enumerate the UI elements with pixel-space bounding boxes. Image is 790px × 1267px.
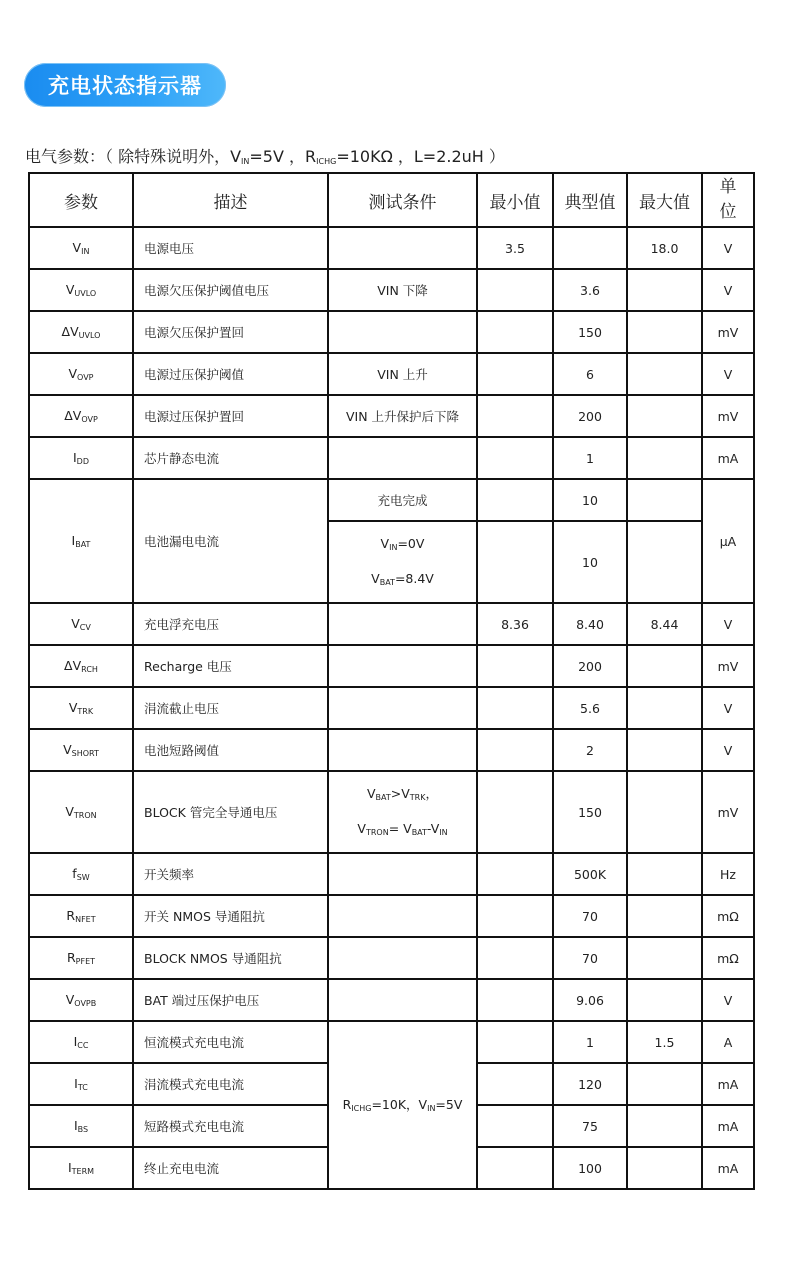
- condition-subscript: TRON: [365, 828, 389, 837]
- condition-cell: [328, 521, 477, 603]
- desc-cell: 充电浮充电压: [133, 603, 328, 645]
- param-cell: [29, 479, 133, 603]
- param-symbol: V: [70, 324, 79, 339]
- header-desc: 描述: [133, 173, 328, 227]
- param-symbol: R: [66, 950, 76, 965]
- param-symbol: V: [71, 616, 80, 631]
- param-symbol: V: [65, 992, 75, 1007]
- unit-cell: mV: [702, 771, 754, 853]
- param-subscript: UVLO: [78, 331, 101, 340]
- param-cell: [29, 687, 133, 729]
- desc-cell: 涓流模式充电电流: [133, 1063, 328, 1105]
- param-prefix: Δ: [61, 324, 71, 339]
- param-subscript: PFET: [75, 957, 96, 966]
- param-symbol: I: [73, 1034, 78, 1049]
- condition-text: >V: [390, 786, 410, 802]
- param-symbol: I: [73, 1118, 78, 1133]
- param-symbol: V: [72, 408, 82, 423]
- param-cell: [29, 645, 133, 687]
- condition-line: [329, 571, 476, 588]
- desc-cell: 芯片静态电流: [133, 437, 328, 479]
- param-symbol: V: [65, 282, 75, 297]
- unit-cell: mA: [702, 1147, 754, 1189]
- typ-cell: 2: [553, 729, 627, 771]
- condition-cell: [328, 687, 477, 729]
- typ-cell: 3.6: [553, 269, 627, 311]
- typ-cell: 200: [553, 395, 627, 437]
- max-cell: [627, 1063, 702, 1105]
- table-row: [29, 979, 754, 1021]
- table-row: [29, 227, 754, 269]
- condition-cell: [328, 937, 477, 979]
- min-cell: [477, 479, 553, 521]
- param-symbol: V: [68, 366, 78, 381]
- typ-cell: 100: [553, 1147, 627, 1189]
- table-row: [29, 895, 754, 937]
- unit-cell: V: [702, 603, 754, 645]
- condition-subscript: ICHG: [351, 1103, 372, 1113]
- condition-text: -V: [426, 821, 440, 836]
- desc-cell: 电池漏电电流: [133, 479, 328, 603]
- unit-cell: V: [702, 687, 754, 729]
- param-symbol: V: [68, 700, 78, 715]
- min-cell: [477, 771, 553, 853]
- max-cell: [627, 269, 702, 311]
- typ-cell: 120: [553, 1063, 627, 1105]
- desc-cell: BLOCK 管完全导通电压: [133, 771, 328, 853]
- condition-text: V: [371, 571, 380, 586]
- max-cell: [627, 979, 702, 1021]
- max-cell: [627, 645, 702, 687]
- desc-cell: 电源电压: [133, 227, 328, 269]
- desc-cell: 开关频率: [133, 853, 328, 895]
- min-cell: [477, 1063, 553, 1105]
- param-subscript: BS: [77, 1125, 89, 1134]
- typ-cell: 6: [553, 353, 627, 395]
- param-symbol: f: [72, 866, 77, 881]
- table-row: [29, 437, 754, 479]
- desc-cell: 恒流模式充电电流: [133, 1021, 328, 1063]
- max-cell: [627, 771, 702, 853]
- param-symbol: V: [72, 240, 82, 255]
- condition-subscript: IN: [427, 1103, 436, 1113]
- typ-cell: 150: [553, 311, 627, 353]
- min-cell: [477, 937, 553, 979]
- unit-cell: mA: [702, 1105, 754, 1147]
- condition-subscript: IN: [389, 543, 398, 553]
- caption-text: 电气参数：（ 除特殊说明外，V: [25, 147, 242, 166]
- max-cell: [627, 895, 702, 937]
- condition-cell: [328, 771, 477, 853]
- table-row: [29, 353, 754, 395]
- unit-cell: V: [702, 269, 754, 311]
- param-prefix: Δ: [64, 408, 73, 423]
- param-symbol: V: [65, 804, 74, 819]
- max-cell: [627, 1147, 702, 1189]
- condition-text: = V: [388, 821, 412, 836]
- param-cell: [29, 269, 133, 311]
- table-header-row: [29, 173, 754, 227]
- param-subscript: NFET: [75, 915, 96, 924]
- param-subscript: TC: [77, 1083, 88, 1092]
- typ-cell: 70: [553, 937, 627, 979]
- unit-cell: mV: [702, 311, 754, 353]
- condition-line: [329, 1097, 476, 1114]
- caption-sub: ICHG: [316, 157, 337, 166]
- condition-text: =0V: [397, 536, 425, 552]
- param-cell: [29, 311, 133, 353]
- unit-cell: mV: [702, 645, 754, 687]
- caption-text: =10KΩ ，L=2.2uH ）: [336, 147, 505, 166]
- condition-cell: [328, 1021, 477, 1189]
- condition-text: VIN 上升: [377, 366, 428, 382]
- table-row: [29, 311, 754, 353]
- condition-line: [329, 409, 476, 424]
- max-cell: [627, 437, 702, 479]
- max-cell: [627, 521, 702, 603]
- max-cell: [627, 1105, 702, 1147]
- unit-cell: V: [702, 353, 754, 395]
- param-symbol: R: [66, 908, 76, 923]
- typ-cell: 10: [553, 479, 627, 521]
- typ-cell: 1: [553, 1021, 627, 1063]
- condition-text: VIN 上升保护后下降: [345, 408, 460, 424]
- electrical-params-caption: [25, 144, 505, 167]
- typ-cell: [553, 227, 627, 269]
- param-subscript: DD: [76, 457, 89, 466]
- desc-cell: Recharge 电压: [133, 645, 328, 687]
- param-subscript: OVPB: [74, 999, 97, 1008]
- desc-cell: 电源欠压保护阈值电压: [133, 269, 328, 311]
- typ-cell: 8.40: [553, 603, 627, 645]
- min-cell: 3.5: [477, 227, 553, 269]
- electrical-params-table: [28, 172, 755, 1190]
- param-cell: [29, 1105, 133, 1147]
- condition-text: =8.4V: [394, 571, 434, 586]
- max-cell: [627, 937, 702, 979]
- param-subscript: SW: [76, 873, 90, 882]
- condition-cell: [328, 395, 477, 437]
- param-symbol: I: [74, 1076, 78, 1091]
- param-subscript: IN: [81, 247, 90, 256]
- condition-text: 充电完成: [377, 492, 428, 508]
- condition-text: =10K，V: [371, 1096, 428, 1112]
- param-subscript: BAT: [75, 540, 91, 549]
- desc-cell: 电源过压保护置回: [133, 395, 328, 437]
- param-symbol: I: [67, 1160, 72, 1175]
- table-row: [29, 729, 754, 771]
- param-subscript: CV: [79, 623, 91, 632]
- desc-cell: BAT 端过压保护电压: [133, 979, 328, 1021]
- condition-cell: [328, 895, 477, 937]
- table-row: [29, 645, 754, 687]
- table-row: [29, 603, 754, 645]
- unit-cell: mA: [702, 1063, 754, 1105]
- min-cell: [477, 269, 553, 311]
- header-min: 最小值: [477, 173, 553, 227]
- condition-text: V: [366, 786, 376, 802]
- condition-cell: [328, 437, 477, 479]
- table-row: [29, 937, 754, 979]
- table-row: [29, 771, 754, 853]
- max-cell: [627, 479, 702, 521]
- condition-text: =5V: [435, 1096, 463, 1112]
- param-subscript: OVP: [81, 415, 98, 424]
- min-cell: [477, 311, 553, 353]
- param-cell: [29, 1021, 133, 1063]
- max-cell: [627, 353, 702, 395]
- min-cell: [477, 979, 553, 1021]
- param-symbol: V: [63, 742, 72, 757]
- desc-cell: 短路模式充电电流: [133, 1105, 328, 1147]
- typ-cell: 75: [553, 1105, 627, 1147]
- condition-line: [329, 786, 476, 803]
- max-cell: [627, 311, 702, 353]
- condition-text: ，: [425, 786, 439, 802]
- min-cell: [477, 895, 553, 937]
- param-cell: [29, 437, 133, 479]
- min-cell: 8.36: [477, 603, 553, 645]
- param-symbol: V: [72, 658, 82, 673]
- min-cell: [477, 1021, 553, 1063]
- condition-cell: [328, 729, 477, 771]
- min-cell: [477, 1147, 553, 1189]
- table-row: [29, 269, 754, 311]
- condition-cell: [328, 269, 477, 311]
- desc-cell: 涓流截止电压: [133, 687, 328, 729]
- param-cell: [29, 227, 133, 269]
- condition-cell: [328, 603, 477, 645]
- section-title: 充电状态指示器: [48, 74, 202, 98]
- param-subscript: RCH: [81, 665, 98, 674]
- desc-cell: BLOCK NMOS 导通阻抗: [133, 937, 328, 979]
- condition-cell: [328, 311, 477, 353]
- typ-cell: 5.6: [553, 687, 627, 729]
- unit-cell: Hz: [702, 853, 754, 895]
- min-cell: [477, 687, 553, 729]
- max-cell: [627, 687, 702, 729]
- desc-cell: 开关 NMOS 导通阻抗: [133, 895, 328, 937]
- max-cell: [627, 853, 702, 895]
- caption-text: =5V ，R: [249, 147, 317, 166]
- typ-cell: 1: [553, 437, 627, 479]
- header-condition: 测试条件: [328, 173, 477, 227]
- condition-line: [329, 367, 476, 382]
- param-cell: [29, 395, 133, 437]
- condition-text: V: [380, 536, 390, 552]
- typ-cell: 150: [553, 771, 627, 853]
- condition-line: [329, 821, 476, 838]
- param-subscript: SHORT: [71, 749, 99, 758]
- param-subscript: TRON: [73, 811, 97, 820]
- condition-cell: [328, 853, 477, 895]
- min-cell: [477, 437, 553, 479]
- condition-cell: [328, 227, 477, 269]
- condition-cell: [328, 479, 477, 521]
- condition-text: VIN 下降: [377, 282, 428, 298]
- param-cell: [29, 1147, 133, 1189]
- condition-line: [329, 493, 476, 508]
- condition-text: V: [357, 821, 366, 836]
- typ-cell: 10: [553, 521, 627, 603]
- caption-sub: IN: [241, 157, 250, 166]
- desc-cell: 电源欠压保护置回: [133, 311, 328, 353]
- max-cell: 18.0: [627, 227, 702, 269]
- condition-line: [329, 536, 476, 553]
- condition-cell: [328, 979, 477, 1021]
- min-cell: [477, 645, 553, 687]
- typ-cell: 200: [553, 645, 627, 687]
- param-symbol: I: [71, 533, 76, 548]
- param-subscript: TERM: [71, 1167, 95, 1176]
- header-max: 最大值: [627, 173, 702, 227]
- condition-subscript: TRK: [409, 793, 426, 803]
- header-typ: 典型值: [553, 173, 627, 227]
- param-subscript: UVLO: [74, 289, 97, 298]
- unit-cell: A: [702, 1021, 754, 1063]
- desc-cell: 电源过压保护阈值: [133, 353, 328, 395]
- param-cell: [29, 603, 133, 645]
- header-unit: [702, 173, 754, 227]
- unit-cell: V: [702, 979, 754, 1021]
- min-cell: [477, 853, 553, 895]
- min-cell: [477, 729, 553, 771]
- param-cell: [29, 937, 133, 979]
- min-cell: [477, 395, 553, 437]
- typ-cell: 9.06: [553, 979, 627, 1021]
- param-cell: [29, 895, 133, 937]
- typ-cell: 70: [553, 895, 627, 937]
- param-prefix: Δ: [64, 658, 73, 673]
- unit-cell: mΩ: [702, 895, 754, 937]
- param-subscript: TRK: [77, 707, 94, 716]
- table-row: [29, 395, 754, 437]
- condition-subscript: BAT: [375, 793, 391, 803]
- table-row: [29, 853, 754, 895]
- header-unit-text: 单位: [719, 177, 737, 222]
- unit-cell: mA: [702, 437, 754, 479]
- desc-cell: 电池短路阈值: [133, 729, 328, 771]
- param-cell: [29, 1063, 133, 1105]
- condition-subscript: BAT: [379, 578, 395, 587]
- param-symbol: I: [72, 450, 77, 465]
- max-cell: 8.44: [627, 603, 702, 645]
- table-row: [29, 687, 754, 729]
- param-cell: [29, 979, 133, 1021]
- condition-cell: [328, 645, 477, 687]
- condition-text: R: [342, 1096, 352, 1112]
- unit-cell: mV: [702, 395, 754, 437]
- condition-cell: [328, 353, 477, 395]
- max-cell: [627, 729, 702, 771]
- max-cell: [627, 395, 702, 437]
- unit-cell: V: [702, 729, 754, 771]
- condition-line: [329, 283, 476, 298]
- min-cell: [477, 353, 553, 395]
- unit-cell: μA: [702, 479, 754, 603]
- param-cell: [29, 771, 133, 853]
- typ-cell: 500K: [553, 853, 627, 895]
- min-cell: [477, 1105, 553, 1147]
- param-cell: [29, 353, 133, 395]
- param-cell: [29, 729, 133, 771]
- param-subscript: CC: [77, 1041, 89, 1050]
- desc-cell: 终止充电电流: [133, 1147, 328, 1189]
- max-cell: 1.5: [627, 1021, 702, 1063]
- param-cell: [29, 853, 133, 895]
- min-cell: [477, 521, 553, 603]
- table-row: [29, 479, 754, 521]
- param-subscript: OVP: [77, 373, 94, 382]
- table-row: [29, 1021, 754, 1063]
- condition-subscript: BAT: [411, 828, 427, 837]
- section-title-badge: [24, 63, 226, 107]
- unit-cell: mΩ: [702, 937, 754, 979]
- header-param: 参数: [29, 173, 133, 227]
- condition-subscript: IN: [439, 828, 448, 837]
- unit-cell: V: [702, 227, 754, 269]
